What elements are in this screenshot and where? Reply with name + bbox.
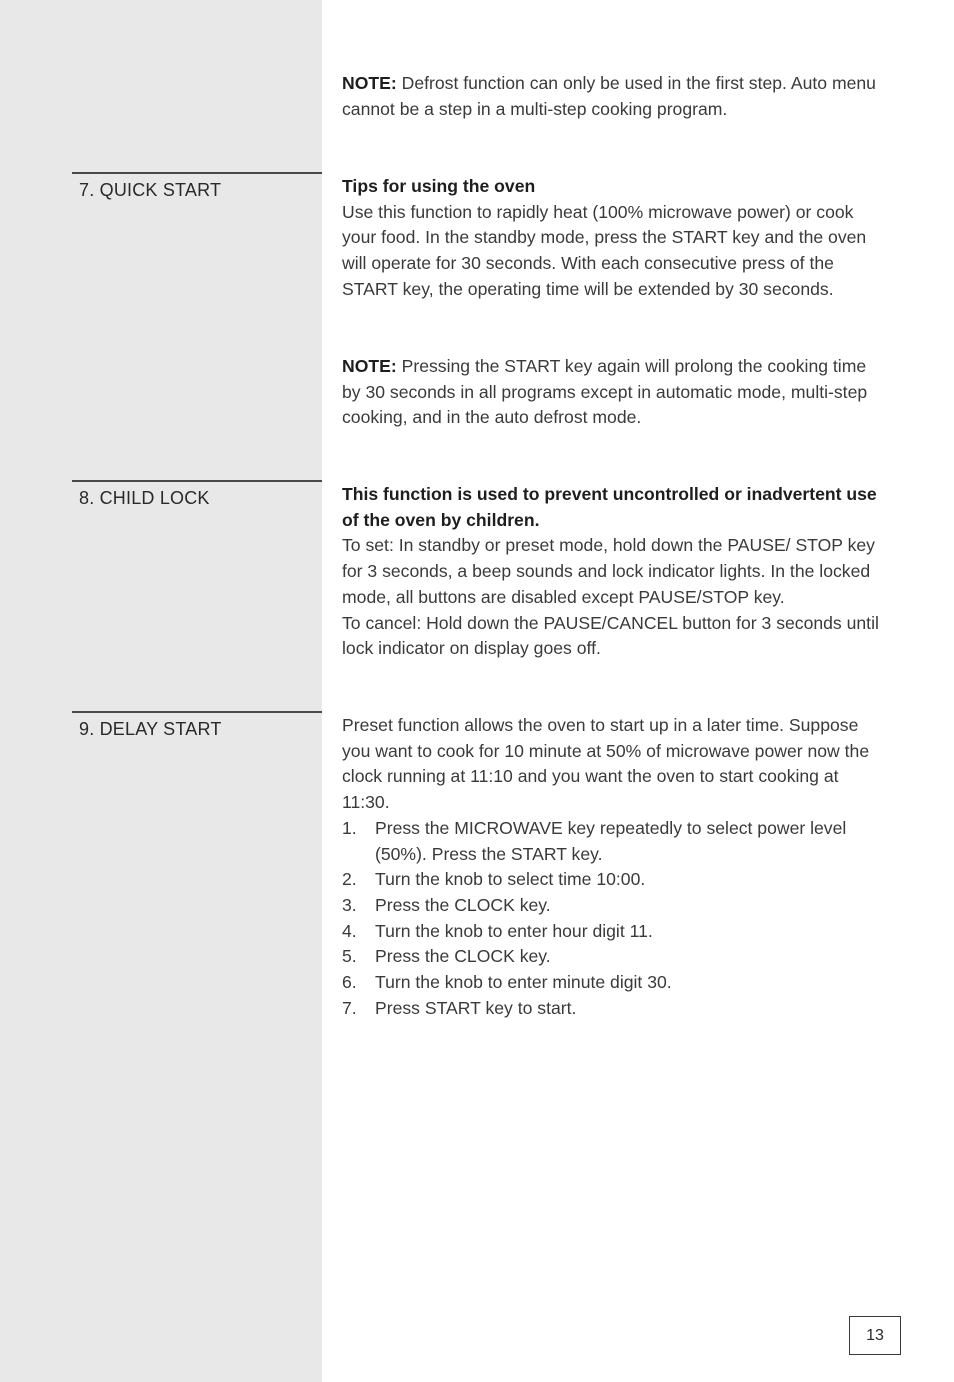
section-title-child-lock: 8. CHILD LOCK <box>72 480 322 509</box>
quick-start-content <box>342 174 887 303</box>
list-item <box>342 867 887 893</box>
step-text: Press the CLOCK key. <box>375 894 551 915</box>
step-text: Turn the knob to enter minute digit 30. <box>375 972 672 993</box>
list-item <box>342 893 887 919</box>
step-text: Turn the knob to enter hour digit 11. <box>375 920 653 941</box>
section-title-delay-start: 9. DELAY START <box>72 711 322 740</box>
list-item <box>342 816 887 867</box>
step-number: 7. <box>342 997 357 1018</box>
step-text: Press START key to start. <box>375 997 577 1018</box>
delay-start-content <box>342 713 887 1021</box>
section-title-quick-start: 7. QUICK START <box>72 172 322 201</box>
child-lock-content <box>342 482 887 662</box>
child-lock-heading: This function is used to prevent uncontrolled or inadvertent use of the oven by children. <box>342 484 877 530</box>
list-item <box>342 970 887 996</box>
delay-start-intro: Preset function allows the oven to start up in a later time. Suppose you want to cook for 10 minute at 50% of microwave power now the clock running at 11:10 and you want the oven to start cooking at 11:30. <box>342 715 870 813</box>
step-number: 5. <box>342 946 357 967</box>
quick-start-note <box>342 354 887 431</box>
child-lock-set-text: To set: In standby or preset mode, hold down the PAUSE/ STOP key for 3 seconds, a beep sounds and lock indicator lights. In the locked mode, all buttons are disabled except PAUSE/STOP key. <box>342 535 875 607</box>
step-number: 3. <box>342 894 357 915</box>
note-text: Defrost function can only be used in the first step. Auto menu cannot be a step in a multi-step cooking program. <box>342 73 876 119</box>
step-number: 1. <box>342 817 357 838</box>
intro-note <box>342 71 887 122</box>
note-label: NOTE: <box>342 356 397 376</box>
step-text: Press the CLOCK key. <box>375 946 551 967</box>
step-number: 2. <box>342 869 357 890</box>
step-number: 4. <box>342 920 357 941</box>
child-lock-cancel-text: To cancel: Hold down the PAUSE/CANCEL button for 3 seconds until lock indicator on display goes off. <box>342 612 879 659</box>
step-text: Press the MICROWAVE key repeatedly to select power level (50%). Press the START key. <box>375 817 847 864</box>
note-label: NOTE: <box>342 73 397 93</box>
sidebar-background <box>0 0 322 1382</box>
list-item <box>342 919 887 945</box>
quick-start-body: Use this function to rapidly heat (100% microwave power) or cook your food. In the standby mode, press the START key and the oven will operate for 30 seconds. With each consecutive press of the START key, the operating time will be extended by 30 seconds. <box>342 201 867 299</box>
list-item <box>342 944 887 970</box>
quick-start-heading: Tips for using the oven <box>342 176 536 196</box>
delay-start-steps <box>342 816 887 1022</box>
page-number: 13 <box>849 1316 901 1355</box>
step-text: Turn the knob to select time 10:00. <box>375 869 646 890</box>
step-number: 6. <box>342 972 357 993</box>
note-text: Pressing the START key again will prolong the cooking time by 30 seconds in all programs except in automatic mode, multi-step cooking, and in the auto defrost mode. <box>342 356 868 428</box>
list-item <box>342 996 887 1022</box>
